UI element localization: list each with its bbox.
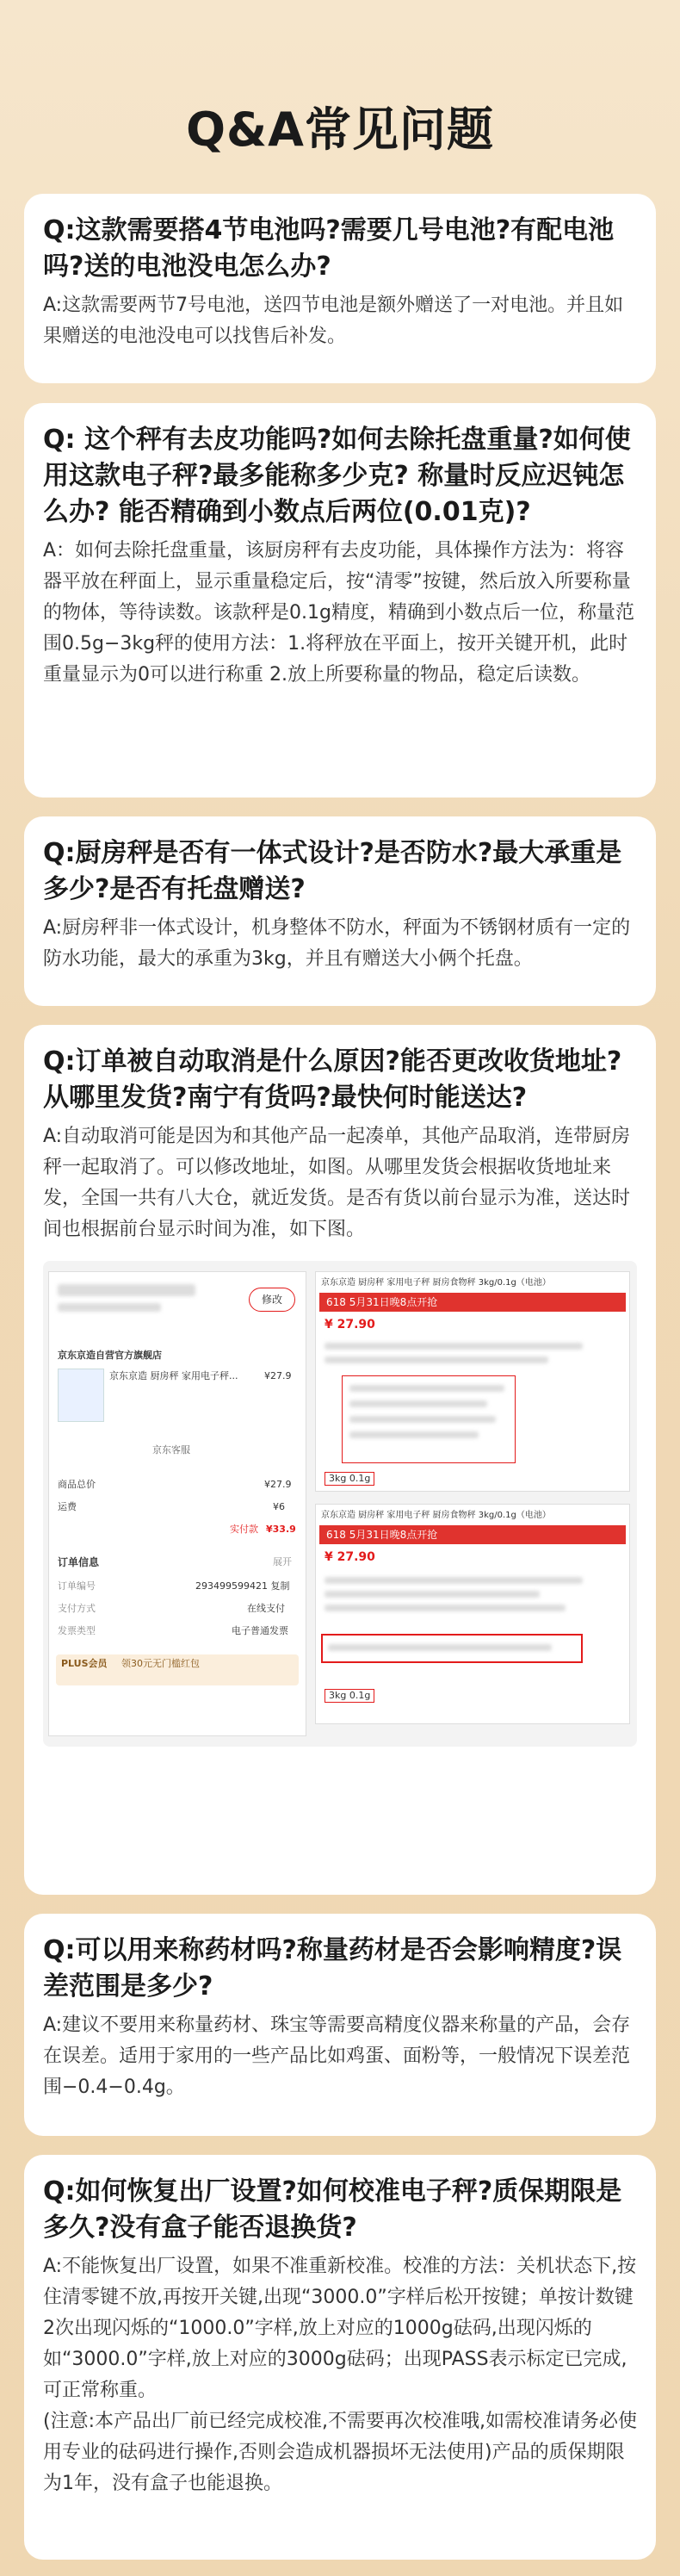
faq-card-6 bbox=[24, 2155, 656, 2560]
faq-card-1 bbox=[24, 194, 656, 383]
delivery-time-box bbox=[321, 1634, 583, 1663]
faq-answer: A:这款需要两节7号电池，送四节电池是额外赠送了一对电池。并且如果赠送的电池没电可以找售后补发。 bbox=[43, 295, 624, 347]
faq-question: Q:可以用来称药材吗?称量药材是否会影响精度?误差范围是多少? bbox=[43, 1935, 622, 2002]
pay-label: 支付方式 bbox=[58, 1603, 96, 1614]
shipping-value: ¥6 bbox=[273, 1501, 285, 1512]
plus-label: PLUS会员 bbox=[61, 1658, 108, 1669]
product-image bbox=[58, 1369, 104, 1422]
shipping-label: 运费 bbox=[58, 1501, 77, 1512]
faq-card-4 bbox=[24, 1025, 656, 1895]
product-header: 京东京造 厨房秤 家用电子秤 厨房食物秤 3kg/0.1g（电池） bbox=[321, 1278, 551, 1288]
order-screenshot bbox=[43, 1261, 637, 1747]
store-name: 京东京造自营官方旗舰店 bbox=[58, 1350, 162, 1361]
faq-card-3 bbox=[24, 816, 656, 1006]
faq-card-5 bbox=[24, 1914, 656, 2136]
faq-answer: A:自动取消可能是因为和其他产品一起凑单，其他产品取消，连带厨房秤一起取消了。可以修改地址，如图。从哪里发货会根据收货地址来发，全国一共有八大仓，就近发货。是否有货以前台显示为准，送达时间也根据前台显示时间为准，如下图。 bbox=[43, 1126, 631, 1240]
paid-value: ¥33.9 bbox=[266, 1524, 296, 1535]
faq-answer: A:不能恢复出厂设置，如果不准重新校准。校准的方法：关机状态下,按住清零键不放,再按开关键,出现“3000.0”字样后松开按键；单按计数键2次出现闪烁的“1000.0”字样,放上对应的1000g砝码,出现闪烁的如“3000.0”字样,放上对应的3000g砝码；出现PASS表示标定已完成,可正常称重。 bbox=[43, 2256, 637, 2401]
faq-question: Q:这款需要搭4节电池吗?需要几号电池?有配电池吗?送的电池没电怎么办? bbox=[43, 215, 615, 282]
invoice-label: 发票类型 bbox=[58, 1625, 96, 1636]
order-detail-panel bbox=[48, 1271, 306, 1736]
product-name: 京东京造 厨房秤 家用电子秤... bbox=[109, 1370, 238, 1381]
invoice-value: 电子普通发票 bbox=[232, 1625, 288, 1636]
promo-banner: 618 5月31日晚8点开抢 bbox=[319, 1293, 626, 1312]
total-label: 商品总价 bbox=[58, 1479, 96, 1490]
faq-question: Q:厨房秤是否有一体式设计?是否防水?最大承重是多少?是否有托盘赠送? bbox=[43, 838, 622, 904]
modify-address-button[interactable]: 修改 bbox=[249, 1288, 295, 1312]
faq-answer: A:厨房秤非一体式设计，机身整体不防水，秤面为不锈钢材质有一定的防水功能，最大的承重为3kg，并且有赠送大小俩个托盘。 bbox=[43, 917, 631, 970]
weight-option[interactable]: 3kg 0.1g bbox=[325, 1472, 374, 1486]
faq-question: Q:订单被自动取消是什么原因?能否更改收货地址?从哪里发货?南宁有货吗?最快何时能送达? bbox=[43, 1046, 622, 1113]
price-display: ¥ 27.90 bbox=[325, 1550, 375, 1564]
faq-answer: A:建议不要用来称量药材、珠宝等需要高精度仪器来称量的产品，会存在误差。适用于家用的一些产品比如鸡蛋、面粉等，一般情况下误差范围−0.4−0.4g。 bbox=[43, 2014, 631, 2098]
customer-service[interactable]: 京东客服 bbox=[152, 1444, 190, 1456]
faq-answer: A：如何去除托盘重量，该厨房秤有去皮功能，具体操作方法为：将容器平放在秤面上，显示重量稳定后，按“清零”按键，然后放入所要称量的物体，等待读数。该款秤是0.1g精度，精确到小数点后一位，称量范围0.5g−3kg秤的使用方法：1.将秤放在平面上，按开关键开机，此时重量显示为0可以进行称重 2.放上所要称量的物品，稳定后读数。 bbox=[43, 540, 634, 686]
product-header: 京东京造 厨房秤 家用电子秤 厨房食物秤 3kg/0.1g（电池） bbox=[321, 1511, 551, 1520]
product-page-panel-1 bbox=[315, 1271, 630, 1492]
promo-banner: 618 5月31日晚8点开抢 bbox=[319, 1525, 626, 1544]
pay-value: 在线支付 bbox=[247, 1603, 285, 1614]
faq-question: Q:如何恢复出厂设置?如何校准电子秤?质保期限是多久?没有盒子能否退换货? bbox=[43, 2176, 622, 2243]
plus-banner[interactable] bbox=[56, 1654, 299, 1685]
expand-link[interactable]: 展开 bbox=[273, 1556, 292, 1567]
plus-tip: 领30元无门槛红包 bbox=[121, 1658, 200, 1669]
order-no-value: 293499599421 复制 bbox=[195, 1580, 290, 1592]
order-no-label: 订单编号 bbox=[58, 1580, 96, 1592]
faq-question: Q: 这个秤有去皮功能吗?如何去除托盘重量?如何使用这款电子秤?最多能称多少克? 称量时反应迟钝怎么办? 能否精确到小数点后两位(0.01克)? bbox=[43, 425, 631, 527]
weight-option[interactable]: 3kg 0.1g bbox=[325, 1689, 374, 1703]
paid-label: 实付款 bbox=[230, 1524, 258, 1535]
address-selector[interactable] bbox=[342, 1375, 516, 1463]
order-info-title: 订单信息 bbox=[58, 1556, 100, 1568]
product-price: ¥27.9 bbox=[264, 1370, 292, 1381]
price-display: ¥ 27.90 bbox=[325, 1318, 375, 1331]
total-value: ¥27.9 bbox=[264, 1479, 292, 1490]
faq-card-2 bbox=[24, 403, 656, 798]
product-page-panel-2 bbox=[315, 1504, 630, 1724]
page-title: Q&A常见问题 bbox=[186, 102, 494, 157]
faq-note: (注意:本产品出厂前已经完成校准,不需要再次校准哦,如需校准请务必使用专业的砝码进行操作,否则会造成机器损坏无法使用)产品的质保期限为1年，没有盒子也能退换。 bbox=[43, 2411, 637, 2494]
